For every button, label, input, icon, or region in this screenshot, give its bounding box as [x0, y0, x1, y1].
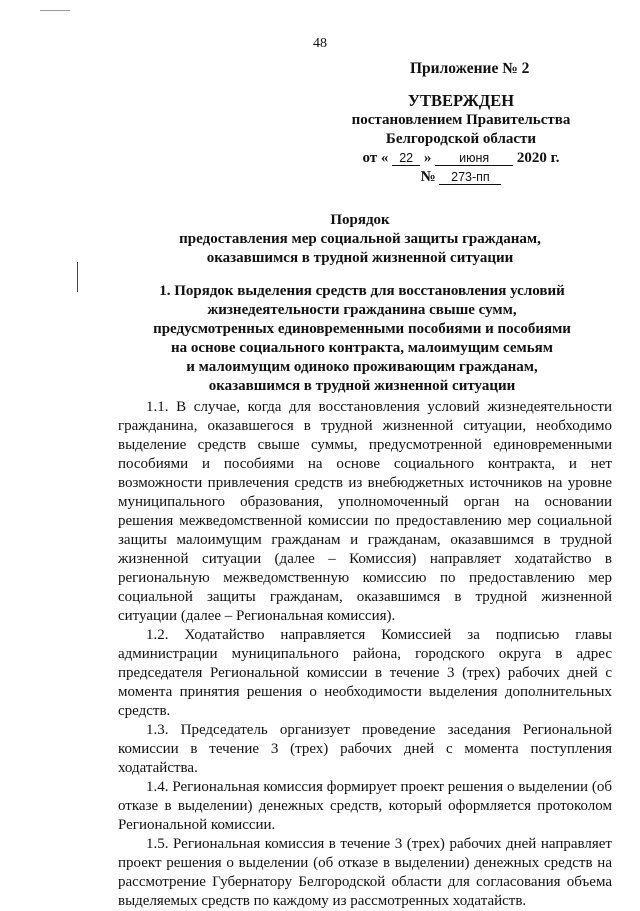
approval-number-line	[330, 168, 592, 187]
title-line-3: оказавшимся в трудной жизненной ситуации	[206, 250, 514, 266]
paragraph-1-2: 1.2. Ходатайство направляется Комиссией за подписью главы администрации муниципального района, городского округа в адрес председателя Региональной комиссии в течение 3 (трех) рабочих дней с момента принятия решения о необходимости выделения дополнительных средств.	[118, 627, 612, 719]
approval-line-2: Белгородской области	[385, 131, 537, 147]
title-line-1: Порядок	[330, 212, 390, 228]
section-heading-line: и малоимущим одиноко проживающим гражданам,	[186, 359, 538, 375]
section-heading-line: на основе социального контракта, малоимущим семьям	[170, 340, 554, 356]
appendix-label: Приложение № 2	[410, 60, 530, 77]
approved-heading: УТВЕРЖДЕН	[407, 91, 515, 110]
section-heading-line: оказавшимся в трудной жизненной ситуации	[208, 378, 516, 394]
date-mid: »	[423, 150, 432, 166]
section-heading-line: жизнедеятельности гражданина свыше сумм,	[207, 302, 517, 318]
approval-stamp-block	[330, 91, 592, 187]
document-number: 273-пп	[439, 170, 501, 185]
paragraph-1-4: 1.4. Региональная комиссия формирует проект решения о выделении (об отказе в выделении) денежных средств, который оформляется протоколом Региональной комиссии.	[118, 779, 612, 833]
title-line-2: предоставления мер социальной защиты гражданам,	[179, 231, 541, 247]
paragraph-1-3: 1.3. Председатель организует проведение заседания Региональной комиссии в течение 3 (трех) рабочих дней с момента поступления ходатайства.	[118, 722, 612, 776]
page-number: 48	[313, 36, 327, 51]
paragraph-1-5: 1.5. Региональная комиссия в течение 3 (трех) рабочих дней направляет проект решения о выделении (об отказе в выделении) денежных средств на рассмотрение Губернатору Белгородской области для согласования объема выделяемых средств по каждому из рассмотренных ходатайств.	[118, 836, 612, 909]
section-heading-line: предусмотренных единовременными пособиями и пособиями	[153, 321, 571, 337]
paragraph-1-1: 1.1. В случае, когда для восстановления условий жизнедеятельности гражданина, оказавшегося в трудной жизненной ситуации, необходимо выделение средств свыше суммы, предусмотренной единовременными пособиями и пособиями на основе социального контракта, и нет возможности привлечения средств из внебюджетных источников на уровне муниципального образования, уполномоченный орган на основании решения межведомственной комиссии по предоставлению мер социальной защиты малоимущим гражданам и гражданам, оказавшимся в трудной жизненной ситуации (далее – Комиссия) направляет ходатайство в региональную межведомственную комиссию по предоставлению мер социальной защиты гражданам, оказавшимся в трудной жизненной ситуации (далее – Региональная комиссия).	[118, 399, 612, 624]
scan-artifact-top	[40, 10, 70, 11]
document-title	[0, 211, 640, 268]
date-year: 2020 г.	[516, 150, 560, 166]
date-month: июня	[435, 151, 513, 166]
section-1-heading	[0, 282, 640, 396]
approval-line-1: постановлением Правительства	[351, 112, 571, 128]
date-day: 22	[392, 151, 420, 166]
section-heading-line: 1. Порядок выделения средств для восстановления условий	[159, 283, 565, 299]
approval-date-line	[330, 149, 592, 168]
date-prefix: от «	[362, 150, 389, 166]
section-1-body	[118, 398, 612, 911]
number-prefix: №	[420, 169, 436, 185]
